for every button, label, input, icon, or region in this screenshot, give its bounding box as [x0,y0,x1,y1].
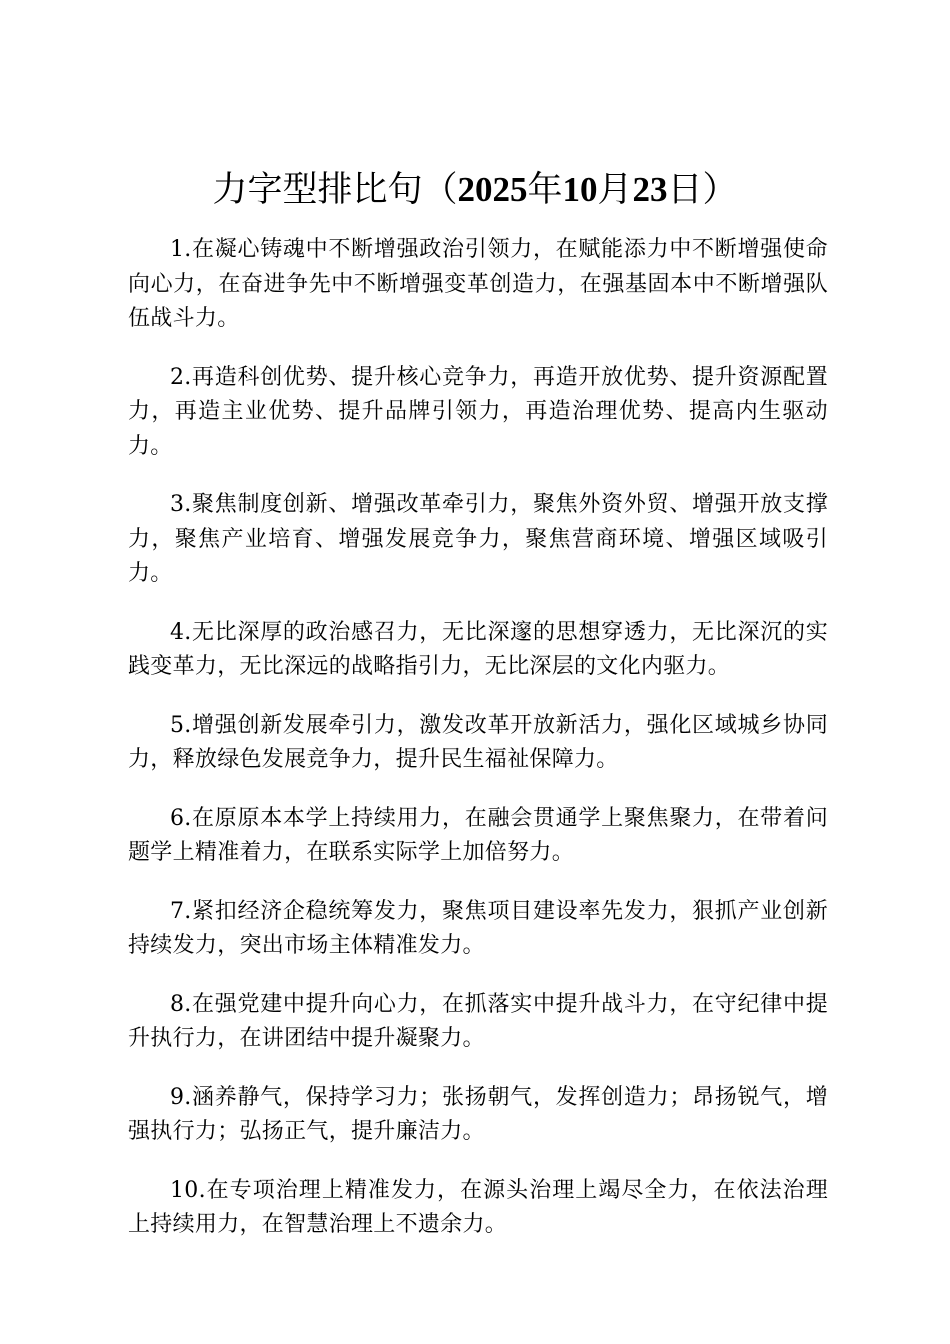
paragraph-4: 4.无比深厚的政治感召力，无比深邃的思想穿透力，无比深沉的实践变革力，无比深远的战略指引力，无比深层的文化内驱力。 [128,619,828,679]
paragraph-8: 8.在强党建中提升向心力，在抓落实中提升战斗力，在守纪律中提升执行力，在讲团结中提升凝聚力。 [128,991,828,1051]
paragraph-5: 5.增强创新发展牵引力，激发改革开放新活力，强化区域城乡协同力，释放绿色发展竞争力，提升民生福祉保障力。 [128,712,828,772]
document-body [128,233,828,1267]
paragraph-3: 3.聚焦制度创新、增强改革牵引力，聚焦外资外贸、增强开放支撑力，聚焦产业培育、增强发展竞争力，聚焦营商环境、增强区域吸引力。 [128,492,828,586]
title-month: 10 [562,170,598,209]
title-year: 2025 [457,170,528,209]
title-year-unit: 年 [527,170,563,210]
title-day: 23 [632,170,668,209]
paragraph-1: 1.在凝心铸魂中不断增强政治引领力，在赋能添力中不断增强使命向心力，在奋进争先中不断增强变革创造力，在强基固本中不断增强队伍战斗力。 [128,237,828,331]
paragraph-10: 10.在专项治理上精准发力，在源头治理上竭尽全力，在依法治理上持续用力，在智慧治理上不遗余力。 [128,1177,828,1237]
title-month-unit: 月 [597,170,633,210]
paragraph-7: 7.紧扣经济企稳统筹发力，聚焦项目建设率先发力，狠抓产业创新持续发力，突出市场主体精准发力。 [128,898,828,958]
paragraph-2: 2.再造科创优势、提升核心竞争力，再造开放优势、提升资源配置力，再造主业优势、提升品牌引领力，再造治理优势、提高内生驱动力。 [128,364,828,459]
paragraph-9: 9.涵养静气，保持学习力；张扬朝气，发挥创造力；昂扬锐气，增强执行力；弘扬正气，提升廉洁力。 [128,1084,828,1144]
title-text: 力字型排比句（ [212,170,458,210]
title-day-unit: 日） [667,170,738,210]
paragraph-6: 6.在原原本本学上持续用力，在融会贯通学上聚焦聚力，在带着问题学上精准着力，在联系实际学上加倍努力。 [128,805,828,865]
page-title [0,168,950,212]
